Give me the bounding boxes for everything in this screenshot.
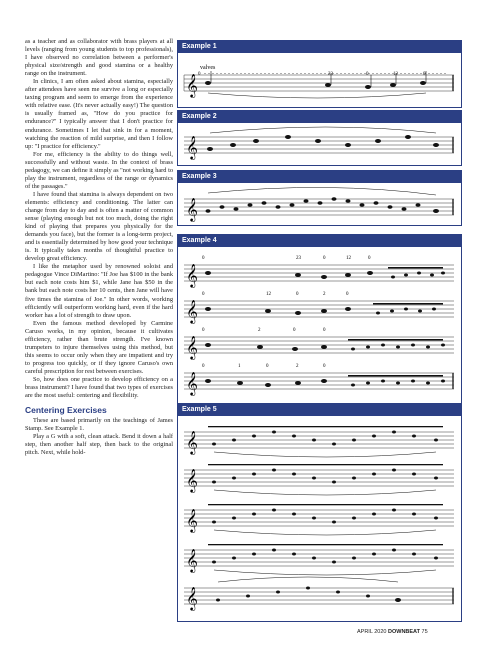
paragraph-5: I like the metaphor used by renowned soloist and pedagogue Vince DiMartino: "If Joe has $100 in the bank but each note costs him $1, while Jane has $50 in the bank but each note costs her 10 cents, then Jane will have five times the stamina of Joe." In other words, working efficiently will outperform working hard, even if the hard worker has a lot of strength to draw upon. — [25, 263, 173, 319]
page-footer — [357, 629, 428, 635]
treble-clef-icon: 𝄞 — [186, 508, 198, 532]
fingering-label: 0 — [323, 364, 326, 369]
example-1-notation — [178, 53, 461, 107]
fingering-label: 0 — [323, 328, 326, 333]
paragraph-9: Play a G with a soft, clean attack. Bend it down a half step, then another half step, then back to the original pitch. Next, while hold- — [25, 433, 173, 457]
fingering-label: 0 — [423, 72, 426, 77]
example-3-box — [177, 170, 462, 226]
treble-clef-icon: 𝄞 — [186, 73, 198, 97]
fingering-label: 0 — [266, 364, 269, 369]
fingering-label: 2 — [323, 292, 326, 297]
treble-clef-icon: 𝄞 — [186, 263, 198, 287]
fingering-label: 2 — [296, 364, 299, 369]
example-3-notation — [178, 183, 461, 225]
example-4-notation — [178, 247, 461, 407]
fingering-label: 23 — [296, 256, 301, 261]
valves-label: valves — [200, 65, 216, 71]
fingering-label: 0 — [296, 292, 299, 297]
treble-clef-icon: 𝄞 — [186, 371, 198, 395]
fingering-label: 23 — [328, 72, 333, 77]
example-2-box — [177, 110, 462, 166]
treble-clef-icon: 𝄞 — [186, 135, 198, 159]
fingering-label: 0 — [366, 72, 369, 77]
paragraph-7: So, how does one practice to develop efficiency on a brass instrument? I have found that two types of exercises are the most useful: centering and flexibility. — [25, 375, 173, 400]
page-number: 75 — [421, 629, 428, 635]
fingering-label: 0 — [202, 292, 205, 297]
example-1-title: Example 1 — [178, 41, 461, 53]
example-1-box — [177, 40, 462, 108]
paragraph-3: For me, efficiency is the ability to do things well, successfully and without waste. In the context of brass pedagogy, we can define it simply as "not working hard to play the instrument, regardless of the range or dynamics of the passages." — [25, 150, 173, 190]
fingering-label: 0 — [202, 364, 205, 369]
treble-clef-icon: 𝄞 — [186, 548, 198, 572]
paragraph-1: as a teacher and as collaborator with brass players at all levels (ranging from young students to top professionals), I have observed no correlation between a performer's physical size/strength and good stamina or a healthy range on the instrument. — [25, 38, 173, 78]
example-2-title: Example 2 — [178, 111, 461, 123]
fingering-label: 0 — [198, 72, 201, 77]
fingering-label: 12 — [393, 72, 398, 77]
fingering-label: 0 — [368, 256, 371, 261]
example-4-box — [177, 234, 462, 408]
treble-clef-icon: 𝄞 — [186, 299, 198, 323]
fingering-label: 0 — [202, 328, 205, 333]
article-column — [25, 38, 173, 457]
section-heading: Centering Exercises — [25, 405, 107, 416]
example-4-title: Example 4 — [178, 235, 461, 247]
treble-clef-icon: 𝄞 — [186, 430, 198, 454]
fingering-label: 2 — [258, 328, 261, 333]
fingering-label: 1 — [238, 364, 241, 369]
treble-clef-icon: 𝄞 — [186, 335, 198, 359]
fingering-label: 0 — [293, 328, 296, 333]
issue-date: APRIL 2020 — [357, 629, 387, 635]
magazine-name: DOWNBEAT — [388, 629, 420, 635]
paragraph-4: I have found that stamina is always dependent on two elements: efficiency and conditioning. The latter can change from day to day and is often a matter of common sense (playing enough but not too much, doing the right kind of playing that prepares you physically for the demands you face), but the former is a long-term project, and is essentially determined by how good your technique is. It typically takes months of thoughtful practice to develop great efficiency. — [25, 190, 173, 263]
example-5-title: Example 5 — [178, 404, 461, 416]
treble-clef-icon: 𝄞 — [186, 586, 198, 610]
fingering-label: 12 — [346, 256, 351, 261]
paragraph-8: These are based primarily on the teachings of James Stamp. See Example 1. — [25, 417, 173, 433]
fingering-label: 0 — [346, 292, 349, 297]
treble-clef-icon: 𝄞 — [186, 468, 198, 492]
paragraph-2: In clinics, I am often asked about stamina, especially after attendees have seen me survive a long or especially taxing program and seem to emerge from the experience with relative ease. (It's never actually easy!) The question is usually framed as, "How do you practice for endurance?" I typically answer that I don't practice for endurance. Sometimes I let that sink in for a moment, watching the reaction of mild surprise, and then I follow up: "I practice for efficiency." — [25, 78, 173, 150]
example-2-notation — [178, 123, 461, 165]
example-5-notation — [178, 416, 461, 621]
fingering-label: 12 — [266, 292, 271, 297]
fingering-label: 0 — [202, 256, 205, 261]
example-5-box — [177, 403, 462, 622]
treble-clef-icon: 𝄞 — [186, 197, 198, 221]
fingering-label: 0 — [323, 256, 326, 261]
example-3-title: Example 3 — [178, 171, 461, 183]
paragraph-6: Even the famous method developed by Carmine Caruso works, in my opinion, because it cultivates efficiency, rather than brute strength. I've known trumpeters to injure themselves using this method, but this seems to occur only when they are impatient and try to progress too quickly, or if they ignore Caruso's own careful prescription for rest between exercises. — [25, 319, 173, 375]
